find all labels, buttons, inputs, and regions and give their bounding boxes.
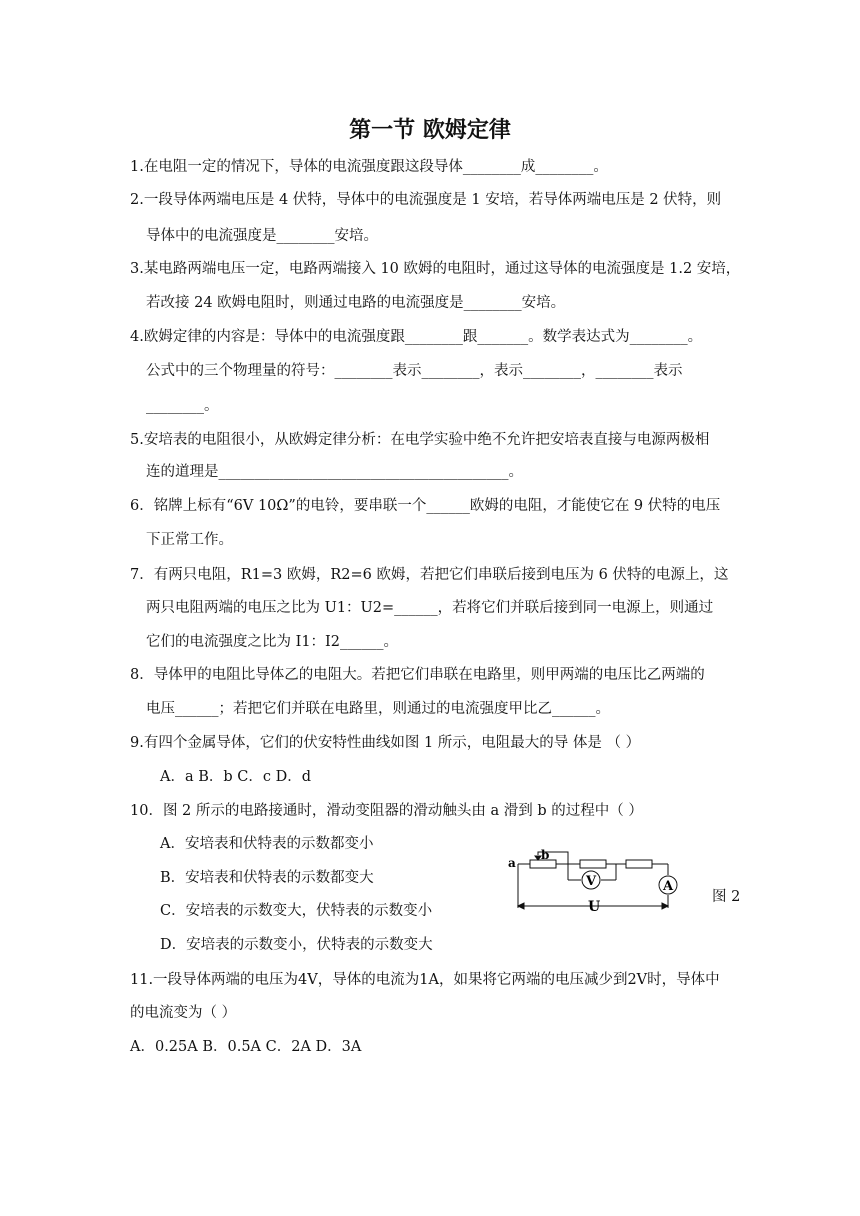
voltage-label: U <box>588 899 601 914</box>
q10-line: 10．图 2 所示的电路接通时，滑动变阻器的滑动触头由 a 滑到 b 的过程中（ ） <box>130 803 643 819</box>
figure-2-label: 图 2 <box>712 889 741 905</box>
circuit-diagram <box>508 848 678 914</box>
q10-option-a: A．安培表和伏特表的示数都变小 <box>160 836 374 852</box>
q2-line-2: 导体中的电流强度是________安培。 <box>146 228 378 244</box>
q3-line-2: 若改接 24 欧姆电阻时，则通过电路的电流强度是________安培。 <box>146 295 566 311</box>
resistor-r1 <box>580 860 606 868</box>
voltmeter-label: V <box>586 874 597 889</box>
q11-options: A．0.25A B．0.5A C．2A D．3A <box>130 1039 362 1055</box>
node-b-label: b <box>541 848 550 862</box>
q10-option-d: D．安培表的示数变小，伏特表的示数变大 <box>160 937 433 953</box>
q5-line-2: 连的道理是________________________________________。 <box>146 464 523 480</box>
q8-line-2: 电压______；若把它们并联在电路里，则通过的电流强度甲比乙______。 <box>146 701 610 717</box>
q11-line-2: 的电流变为（ ） <box>130 1005 237 1021</box>
q4-line-3: ________。 <box>146 398 219 414</box>
q7-line-1: 7．有两只电阻，R1=3 欧姆，R2=6 欧姆，若把它们串联后接到电压为 6 伏特的电源上，这 <box>130 567 729 583</box>
q9-options: A．a B．b C．c D．d <box>160 769 312 785</box>
q5-line-1: 5.安培表的电阻很小，从欧姆定律分析：在电学实验中绝不允许把安培表直接与电源两极相 <box>130 432 710 448</box>
q10-option-c: C．安培表的示数变大，伏特表的示数变小 <box>160 903 433 919</box>
q11-line-1: 11.一段导体两端的电压为4V，导体的电流为1A，如果将它两端的电压减少到2V时，导体中 <box>130 972 720 988</box>
q10-option-b: B．安培表和伏特表的示数都变大 <box>160 870 374 886</box>
q4-line-2: 公式中的三个物理量的符号：________表示________，表示________，________表示 <box>146 363 683 379</box>
q2-line-1: 2.一段导体两端电压是 4 伏特，导体中的电流强度是 1 安培，若导体两端电压是 2 伏特，则 <box>130 192 722 208</box>
q7-line-3: 它们的电流强度之比为 I1：I2______。 <box>146 634 399 650</box>
q9-line: 9.有四个金属导体，它们的伏安特性曲线如图 1 所示，电阻最大的导 体是 （ ） <box>130 735 641 751</box>
page-title: 第一节 欧姆定律 <box>349 118 511 143</box>
q4-line-1: 4.欧姆定律的内容是：导体中的电流强度跟________跟_______。数学表达式为________。 <box>130 329 703 345</box>
node-a-label: a <box>508 856 516 870</box>
q3-line-1: 3.某电路两端电压一定，电路两端接入 10 欧姆的电阻时，通过这导体的电流强度是 1.2 安培， <box>130 261 741 277</box>
q8-line-1: 8．导体甲的电阻比导体乙的电阻大。若把它们串联在电路里，则甲两端的电压比乙两端的 <box>130 667 705 683</box>
q6-line-2: 下正常工作。 <box>146 532 233 548</box>
resistor-r2 <box>626 860 652 868</box>
ammeter-label: A <box>663 879 674 894</box>
q1-line: 1.在电阻一定的情况下，导体的电流强度跟这段导体________成________。 <box>130 159 608 175</box>
q7-line-2: 两只电阻两端的电压之比为 U1：U2=______，若将它们并联后接到同一电源上，则通过 <box>146 600 714 616</box>
q6-line-1: 6．铭牌上标有“6V 10Ω”的电铃，要串联一个______欧姆的电阻，才能使它在 9 伏特的电压 <box>130 498 721 514</box>
